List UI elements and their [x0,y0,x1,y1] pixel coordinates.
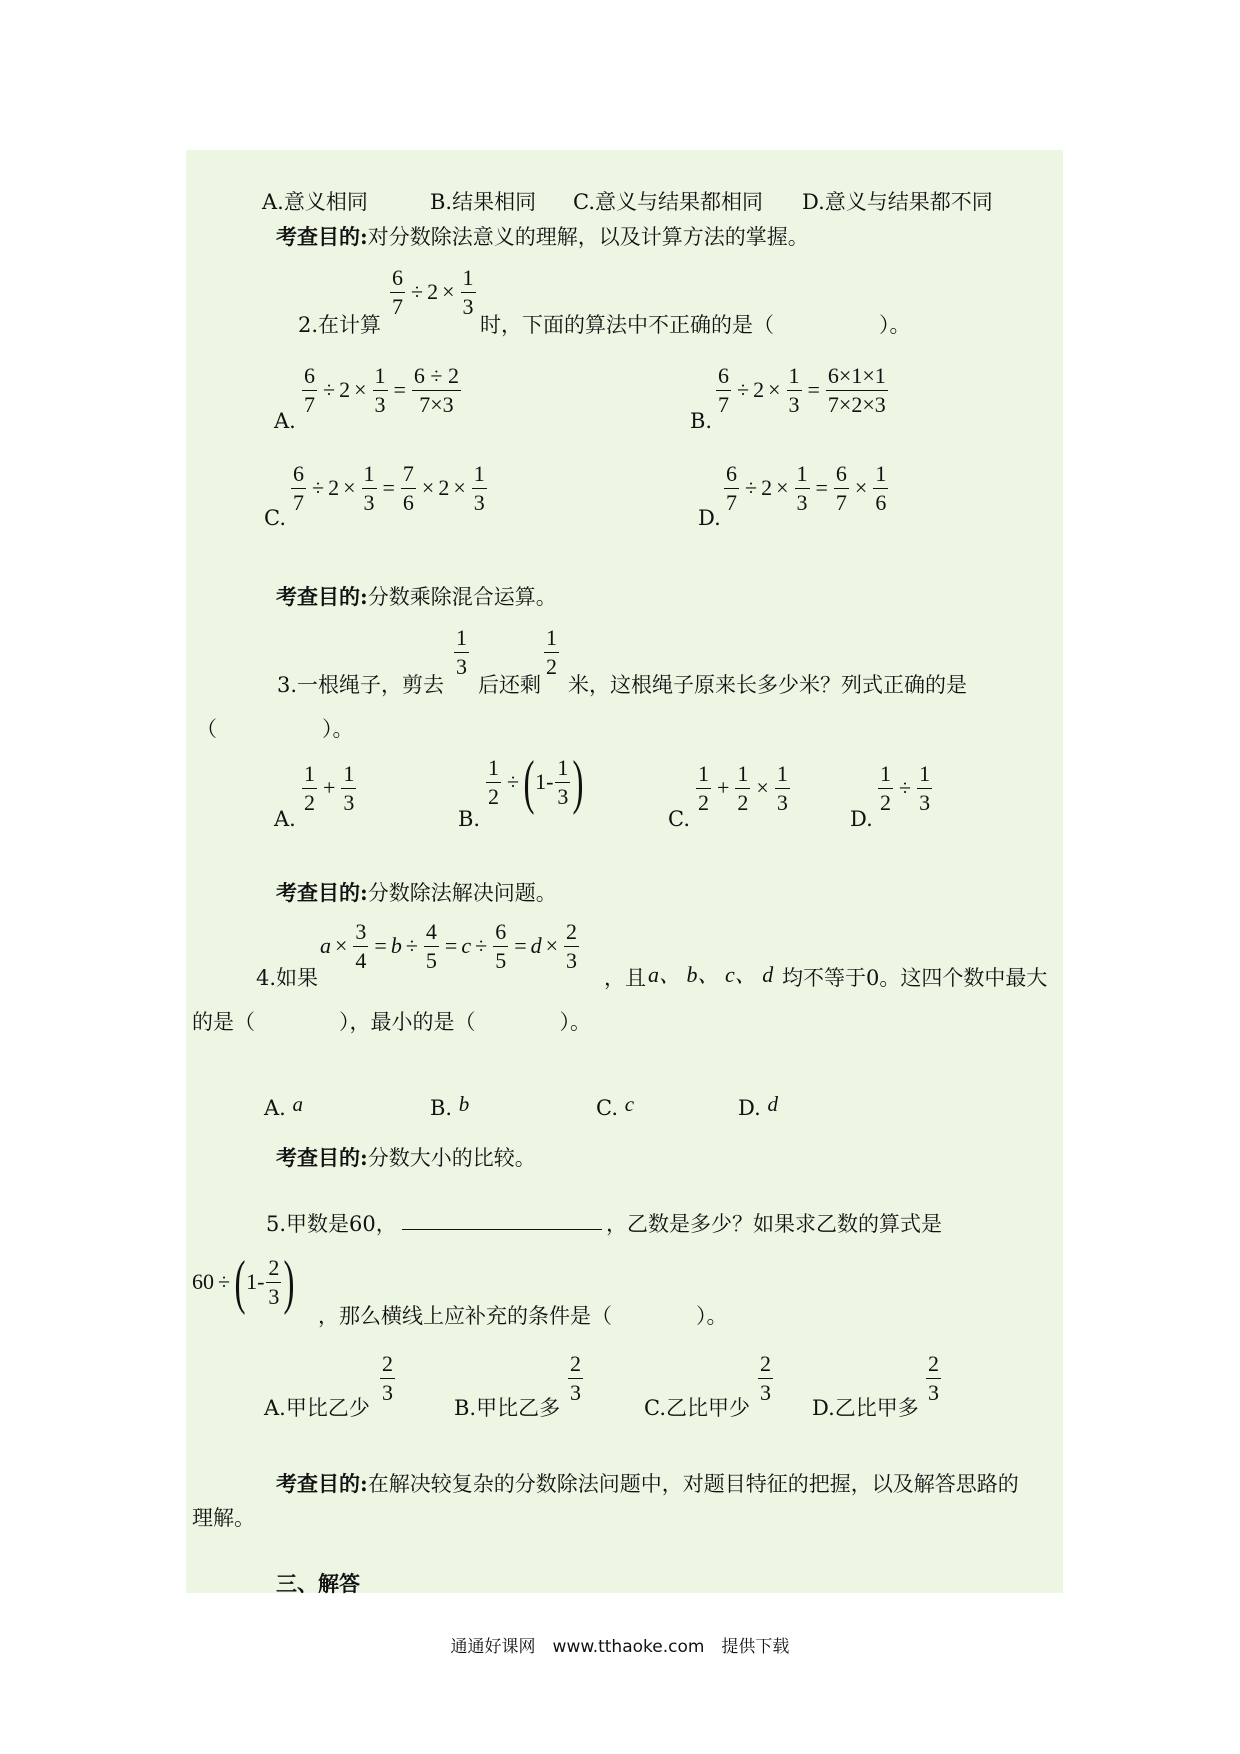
q4-prefix: 4.如果 [256,966,319,990]
q3-mid: 后还剩 [478,673,541,697]
q2-option-a-label: A. [274,409,296,433]
aim-text: 分数大小的比较。 [367,1146,536,1170]
q4-vars: a、 b、 c、 d [648,962,774,987]
q2-option-d-expression: $\frac{6}{7}$ ÷ 2 × $\frac{1}{3}$ = $\frac{6}{7}$ × $\frac{1}{6}$ [726,461,887,516]
aim-label: 考查目的: [276,1145,368,1170]
aim-label: 考查目的: [276,584,368,609]
q1-aim [276,221,809,251]
q3-paren-line: （ ）。 [196,717,354,741]
q2-aim [276,581,557,611]
q3-option-b-label: B. [458,807,481,831]
q4-option-d: D. d [738,1092,778,1120]
q2-option-b-expression: $\frac{6}{7}$ ÷ 2 × $\frac{1}{3}$ = $\frac{6\times 1\times 1}{7\times 2\times 3}$ [718,363,886,418]
q1-option-c: C.意义与结果都相同 [573,190,763,214]
q3-option-c-label: C. [668,807,690,831]
aim-text: 分数乘除混合运算。 [367,585,557,609]
q5-option-b-label: B.甲比乙多 [454,1396,561,1420]
q2-option-b-label: B. [690,409,713,433]
q4-vars-intro: ，且 [604,966,646,990]
q5-blank-line [402,1206,602,1230]
q5-option-c-fraction: $\frac{2}{3}$ [760,1351,771,1406]
q1-option-a: A.意义相同 [262,190,368,214]
q3-fraction-left: $\frac{1}{2}$ [546,625,557,680]
q4-option-b: B. b [430,1092,470,1120]
q4-aim [276,1142,536,1172]
page-footer: 通通好课网 www.tthaoke.com 提供下载 [450,1637,790,1657]
q2-option-c-label: C. [264,506,286,530]
q4-equation: a × $\frac{3}{4}$ = b ÷ $\frac{4}{5}$ = c ÷ $\frac{6}{5}$ = d × $\frac{2}{3}$ [320,919,578,974]
q5-option-a-label: A.甲比乙少 [264,1396,370,1420]
q1-option-b: B.结果相同 [430,190,537,214]
q3-aim [276,877,557,907]
q3-option-a-label: A. [274,807,296,831]
q5-option-b-fraction: $\frac{2}{3}$ [570,1351,581,1406]
q4-option-c: C. c [596,1092,635,1120]
q2-expression: $\frac{6}{7}$ ÷ 2 × $\frac{1}{3}$ [392,265,474,320]
q3-fraction-cut: $\frac{1}{3}$ [456,625,467,680]
q5-formula: 60 ÷ ( 1- $\frac{2}{3}$ ) [192,1249,295,1315]
q3-suffix: 米，这根绳子原来长多少米？列式正确的是 [568,673,967,697]
q4-option-a: A. a [264,1092,304,1120]
section-heading: 三、解答 [276,1571,360,1596]
q1-option-d: D.意义与结果都不同 [802,190,993,214]
q5-line2-suffix: ，那么横线上应补充的条件是（ ）。 [318,1304,728,1328]
q5-suffix: ，乙数是多少？如果求乙数的算式是 [606,1212,942,1236]
q2-prefix: 2.在计算 [298,313,382,337]
q3-prefix: 3.一根绳子，剪去 [277,673,445,697]
q4-line2: 的是（ ），最小的是（ ）。 [192,1010,591,1034]
q3-option-a-expression: $\frac{1}{2}$ + $\frac{1}{3}$ [304,761,355,816]
q5-option-c-label: C.乙比甲少 [644,1396,750,1420]
aim-text: 在解决较复杂的分数除法问题中，对题目特征的把握，以及解答思路的 [367,1472,1019,1496]
aim-text: 分数除法解决问题。 [367,881,557,905]
q2-suffix: 时，下面的算法中不正确的是（ ）。 [480,313,911,337]
q2-option-a-expression: $\frac{6}{7}$ ÷ 2 × $\frac{1}{3}$ = $\frac{6 \div 2}{7\times 3}$ [304,363,459,418]
aim-label: 考查目的: [276,224,368,249]
q5-aim [276,1468,1019,1498]
q3-option-b-expression: $\frac{1}{2}$ ÷ ( 1- $\frac{1}{3}$ ) [488,749,584,815]
q5-option-d-label: D.乙比甲多 [812,1396,919,1420]
aim-label: 考查目的: [276,880,368,905]
q5-aim-continued: 理解。 [192,1506,255,1530]
q5-option-a-fraction: $\frac{2}{3}$ [382,1351,393,1406]
q4-suffix: 均不等于0。这四个数中最大 [782,966,1048,990]
q3-option-d-expression: $\frac{1}{2}$ ÷ $\frac{1}{3}$ [880,761,931,816]
q5-prefix: 5.甲数是60， [266,1212,397,1236]
q2-option-d-label: D. [698,506,721,530]
q3-option-c-expression: $\frac{1}{2}$ + $\frac{1}{2}$ × $\frac{1}{3}$ [698,761,788,816]
aim-text: 对分数除法意义的理解，以及计算方法的掌握。 [367,225,809,249]
q5-option-d-fraction: $\frac{2}{3}$ [928,1351,939,1406]
q3-option-d-label: D. [850,807,873,831]
q2-option-c-expression: $\frac{6}{7}$ ÷ 2 × $\frac{1}{3}$ = $\frac{7}{6}$ × 2 × $\frac{1}{3}$ [293,461,485,516]
aim-label: 考查目的: [276,1471,368,1496]
